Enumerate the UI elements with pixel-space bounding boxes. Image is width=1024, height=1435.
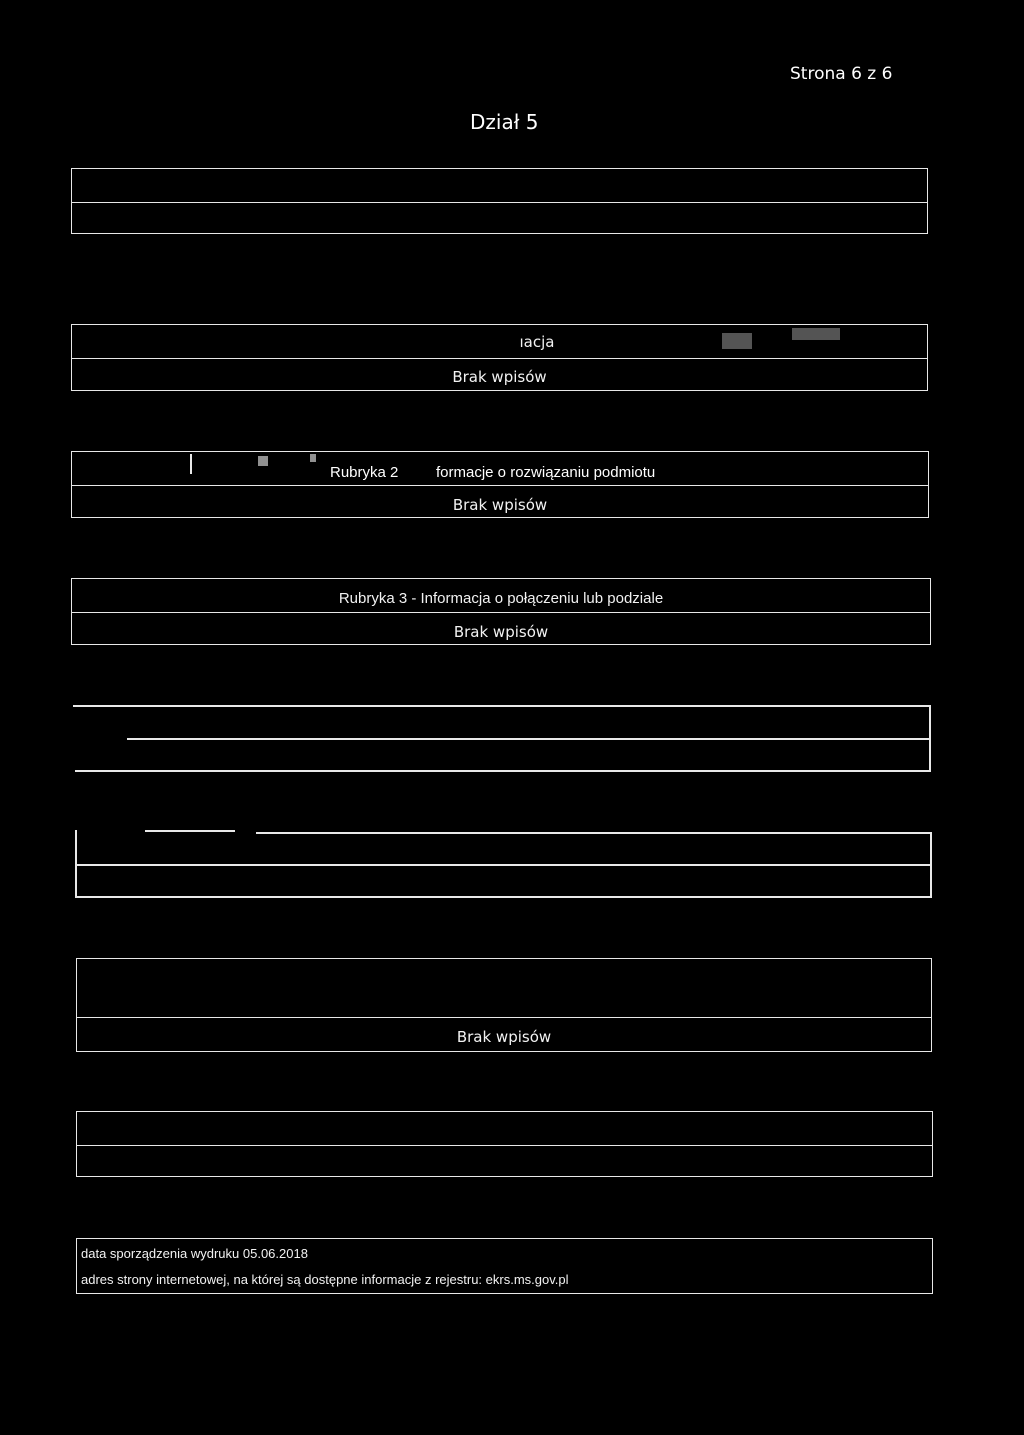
section-heading: ıacja — [519, 333, 555, 351]
scan-noise — [258, 456, 268, 466]
empty-entries-label: Brak wpisów — [452, 496, 548, 514]
rubric-heading: Rubryka 3 - Informacja o połączeniu lub podziale — [338, 590, 664, 607]
empty-entries-label: Brak wpisów — [456, 1028, 552, 1046]
table-row — [72, 452, 928, 486]
print-info-box — [76, 1238, 933, 1294]
table-row — [77, 959, 931, 1018]
table-box-4 — [71, 578, 931, 645]
section-title: Dział 5 — [470, 110, 539, 134]
table-row — [72, 325, 927, 359]
scan-noise — [722, 333, 752, 349]
page-indicator: Strona 6 z 6 — [790, 64, 893, 84]
table-box-7 — [76, 958, 932, 1052]
scan-noise — [792, 328, 840, 340]
rubric-heading: formacje o rozwiązaniu podmiotu — [436, 464, 656, 481]
print-date: data sporządzenia wydruku 05.06.2018 — [81, 1246, 308, 1261]
empty-entries-label: Brak wpisów — [452, 368, 547, 386]
table-row — [77, 1112, 932, 1146]
rubric-label: Rubryka 2 — [330, 464, 399, 481]
scan-noise — [310, 454, 316, 462]
registry-website: adres strony internetowej, na której są dostępne informacje z rejestru: ekrs.ms.gov.pl — [81, 1272, 569, 1287]
table-row — [72, 169, 927, 203]
table-box-2 — [71, 324, 928, 391]
table-box-8 — [76, 1111, 933, 1177]
cell-divider — [190, 454, 192, 474]
table-box-3 — [71, 451, 929, 518]
table-box-1 — [71, 168, 928, 234]
empty-entries-label: Brak wpisów — [453, 623, 549, 641]
table-row — [72, 579, 930, 613]
